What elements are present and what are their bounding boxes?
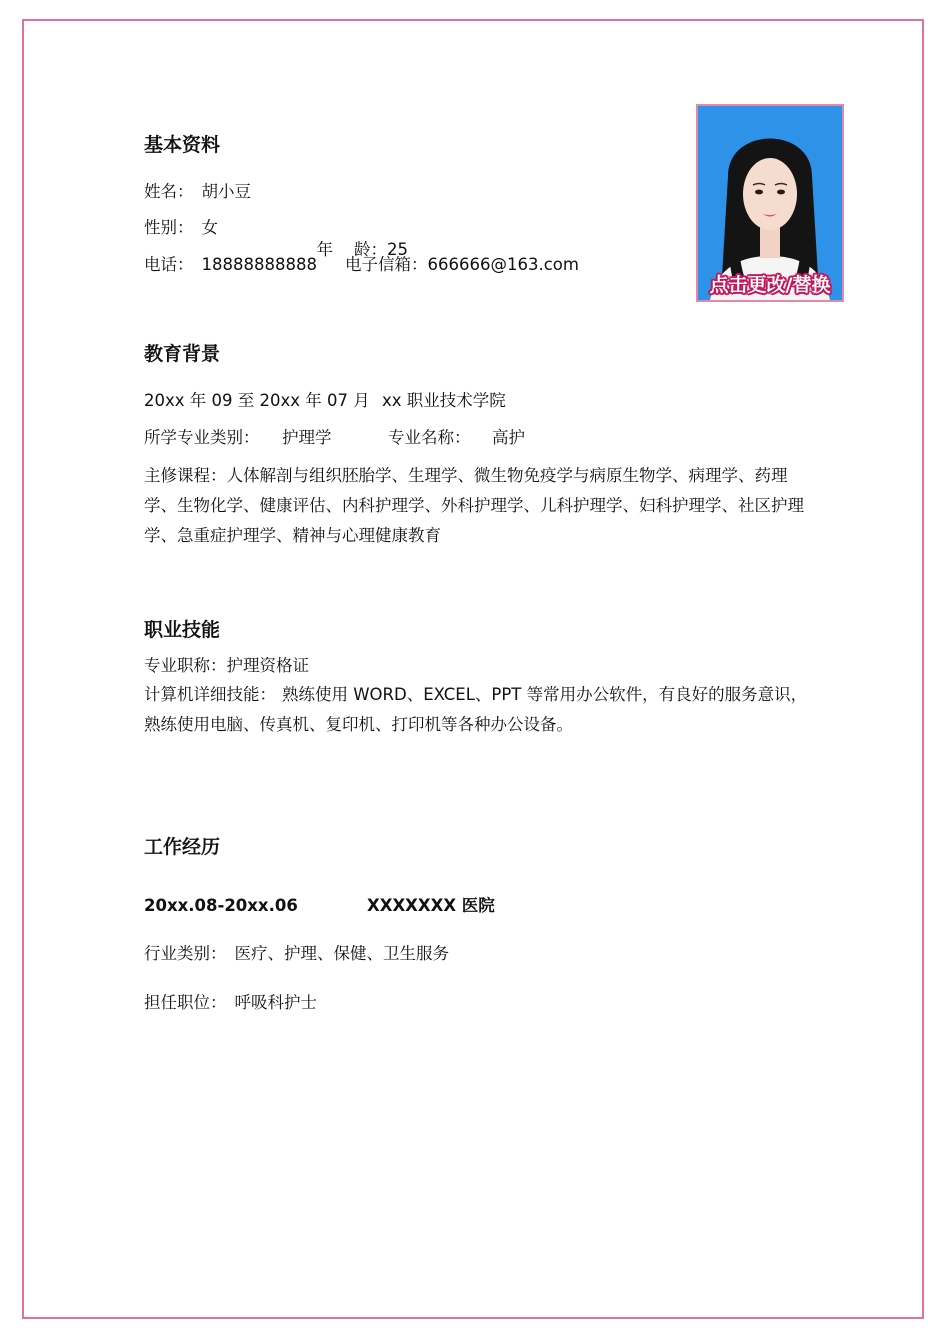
name-value: 胡小豆: [201, 182, 251, 201]
title-label: 专业职称：: [144, 656, 227, 675]
name-row: [144, 181, 251, 203]
email-value: 666666@163.com: [427, 255, 579, 274]
position-label: 担任职位：: [144, 993, 227, 1012]
position-value: 呼吸科护士: [234, 993, 317, 1012]
education-school: xx 职业技术学院: [382, 391, 506, 410]
title-value: 护理资格证: [226, 656, 309, 675]
industry-value: 医疗、护理、保健、卫生服务: [234, 944, 449, 963]
education-period: 20xx 年 09 至 20xx 年 07 月: [144, 391, 370, 410]
position-row: [144, 992, 317, 1014]
courses-block: [144, 461, 812, 551]
email-label: 电子信箱：: [345, 255, 428, 274]
gender-label: 性别：: [144, 218, 194, 237]
phone-value: 18888888888: [201, 255, 317, 274]
work-employer: XXXXXXX 医院: [367, 896, 495, 915]
computer-skills-block: [144, 680, 812, 740]
title-row: [144, 655, 309, 677]
photo-caption[interactable]: 点击更改/替换: [709, 274, 831, 296]
major-value: 高护: [492, 428, 525, 447]
industry-row: [144, 943, 449, 965]
age-label: 年 龄：: [316, 240, 387, 259]
basic-heading: 基本资料: [144, 134, 221, 156]
education-heading: 教育背景: [144, 343, 221, 365]
gender-label-row: [144, 217, 218, 239]
computer-label: 计算机详细技能：: [144, 685, 276, 704]
computer-value: 熟练使用 WORD、EXCEL、PPT 等常用办公软件，有良好的服务意识，熟练使用电脑、传真机、复印机、打印机等各种办公设备。: [144, 685, 808, 734]
work-heading: 工作经历: [144, 836, 221, 858]
category-value: 护理学: [282, 428, 332, 447]
age-value: 25: [386, 240, 408, 259]
industry-label: 行业类别：: [144, 944, 227, 963]
category-label: 所学专业类别：: [144, 428, 260, 447]
name-label: 姓名：: [144, 182, 194, 201]
phone-label: 电话：: [144, 255, 194, 274]
skills-heading: 职业技能: [144, 619, 221, 641]
major-label: 专业名称：: [388, 428, 471, 447]
profile-photo[interactable]: [696, 104, 844, 302]
phone-row: [144, 254, 317, 276]
work-period: 20xx.08-20xx.06: [144, 896, 298, 915]
email-row: [345, 254, 579, 276]
gender-value: 女: [201, 218, 218, 237]
courses-label: 主修课程：: [144, 466, 227, 485]
courses-value: 人体解剖与组织胚胎学、生理学、微生物免疫学与病原生物学、病理学、药理学、生物化学、健康评估、内科护理学、外科护理学、儿科护理学、妇科护理学、社区护理学、急重症护理学、精神与心理健康教育: [144, 466, 804, 545]
